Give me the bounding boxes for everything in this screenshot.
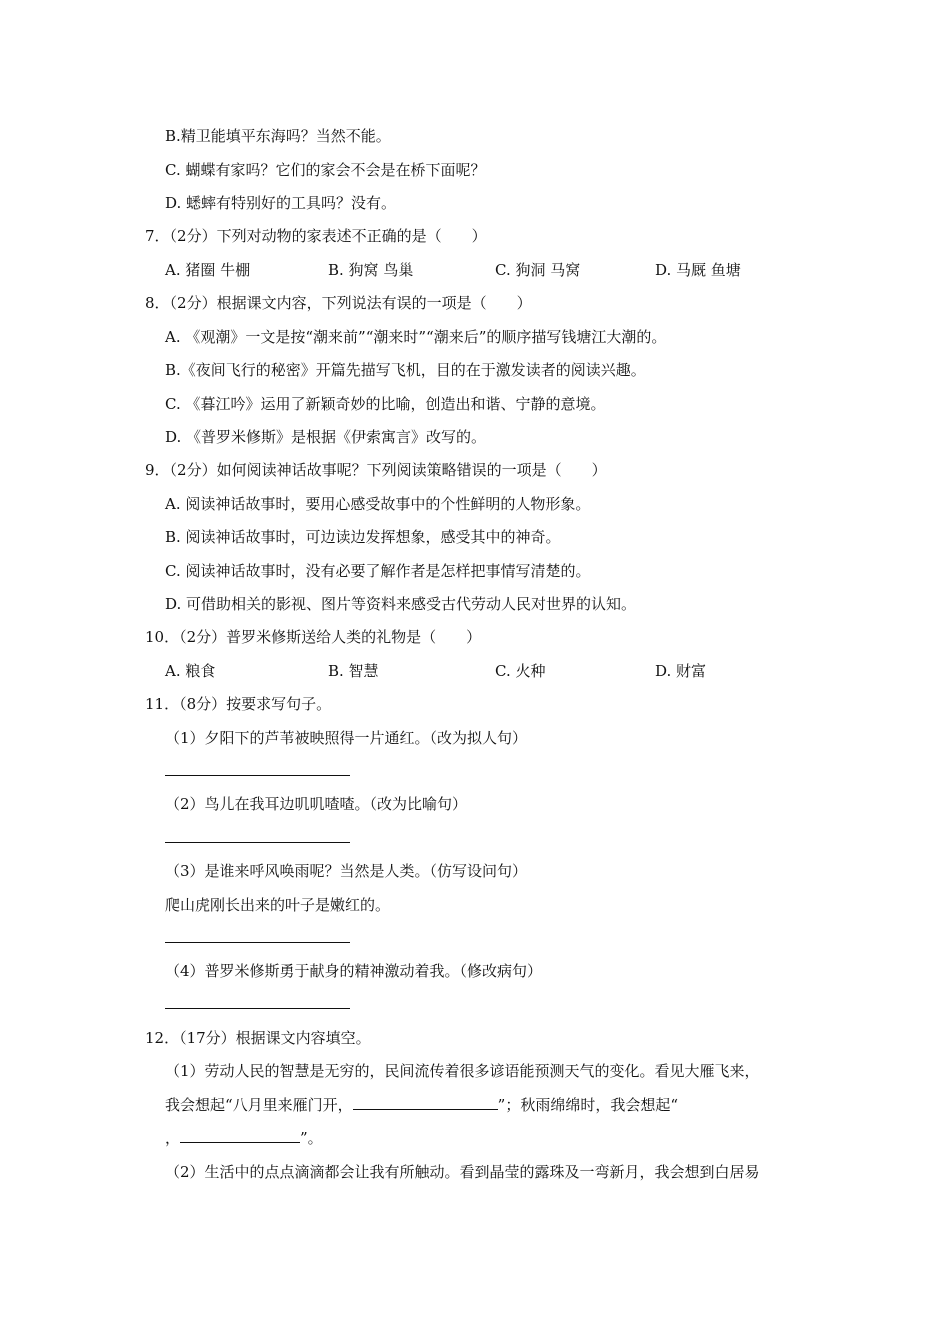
q11-answer-line-2[interactable] bbox=[165, 842, 350, 843]
q11-part-3: （3）是谁来呼风唤雨呢？当然是人类。（仿写设问句） bbox=[165, 862, 528, 880]
q11-answer-line-4[interactable] bbox=[165, 1008, 350, 1009]
q12-fill-blank-1[interactable] bbox=[353, 1095, 498, 1110]
q6-option-d: D. 蟋蟀有特别好的工具吗？没有。 bbox=[165, 194, 397, 212]
q11-part-4: （4）普罗米修斯勇于献身的精神激动着我。（修改病句） bbox=[165, 962, 543, 980]
q9-option-a: A. 阅读神话故事时，要用心感受故事中的个性鲜明的人物形象。 bbox=[165, 495, 591, 513]
q12-proverb-prompt-4: ”。 bbox=[300, 1129, 323, 1147]
q8-option-c: C. 《暮江吟》运用了新颖奇妙的比喻，创造出和谐、宁静的意境。 bbox=[165, 395, 606, 413]
q10-option-d: D. 财富 bbox=[655, 662, 707, 680]
q10-option-c: C. 火种 bbox=[495, 662, 546, 680]
q8-option-d: D. 《普罗米修斯》是根据《伊索寓言》改写的。 bbox=[165, 428, 487, 446]
q12-stem: 12．（17分）根据课文内容填空。 bbox=[145, 1029, 371, 1047]
q8-option-a: A. 《观潮》一文是按“潮来前”“潮来时”“潮来后”的顺序描写钱塘江大潮的。 bbox=[165, 328, 667, 346]
q7-stem: 7．（2分）下列对动物的家表述不正确的是（ ） bbox=[145, 227, 487, 245]
q9-option-c: C. 阅读神话故事时，没有必要了解作者是怎样把事情写清楚的。 bbox=[165, 562, 591, 580]
q12-proverb-prompt-1: 我会想起“八月里来雁门开， bbox=[165, 1096, 353, 1114]
q12-part-1-line-3 bbox=[165, 1128, 323, 1148]
q7-option-a: A. 猪圈 牛棚 bbox=[165, 261, 251, 279]
q9-stem: 9．（2分）如何阅读神话故事呢？下列阅读策略错误的一项是（ ） bbox=[145, 461, 607, 479]
q12-part-1-line-1: （1）劳动人民的智慧是无穷的，民间流传着很多谚语能预测天气的变化。看见大雁飞来， bbox=[165, 1062, 760, 1080]
q8-stem: 8．（2分）根据课文内容，下列说法有误的一项是（ ） bbox=[145, 294, 532, 312]
q6-option-c: C. 蝴蝶有家吗？它们的家会不会是在桥下面呢？ bbox=[165, 161, 486, 179]
q6-option-b: B.精卫能填平东海吗？当然不能。 bbox=[165, 127, 391, 145]
q12-part-1-line-2 bbox=[165, 1095, 678, 1115]
q9-option-b: B. 阅读神话故事时，可边读边发挥想象，感受其中的神奇。 bbox=[165, 528, 561, 546]
q11-part-3-sentence: 爬山虎刚长出来的叶子是嫩红的。 bbox=[165, 896, 391, 914]
q12-proverb-prompt-2: ”；秋雨绵绵时，我会想起“ bbox=[497, 1096, 679, 1114]
q9-option-d: D. 可借助相关的影视、图片等资料来感受古代劳动人民对世界的认知。 bbox=[165, 595, 637, 613]
q7-option-b: B. 狗窝 鸟巢 bbox=[328, 261, 414, 279]
q7-option-c: C. 狗洞 马窝 bbox=[495, 261, 581, 279]
q10-option-a: A. 粮食 bbox=[165, 662, 216, 680]
q11-answer-line-1[interactable] bbox=[165, 775, 350, 776]
q11-stem: 11．（8分）按要求写句子。 bbox=[145, 695, 332, 713]
q11-answer-line-3[interactable] bbox=[165, 942, 350, 943]
q12-part-2-line-1: （2）生活中的点点滴滴都会让我有所触动。看到晶莹的露珠及一弯新月，我会想到白居易 bbox=[165, 1163, 760, 1181]
q11-part-2: （2）鸟儿在我耳边叽叽喳喳。（改为比喻句） bbox=[165, 795, 468, 813]
q10-option-b: B. 智慧 bbox=[328, 662, 379, 680]
q12-proverb-prompt-3: ， bbox=[165, 1129, 181, 1147]
q12-fill-blank-2[interactable] bbox=[180, 1128, 300, 1143]
q11-part-1: （1）夕阳下的芦苇被映照得一片通红。（改为拟人句） bbox=[165, 729, 528, 747]
q8-option-b: B.《夜间飞行的秘密》开篇先描写飞机，目的在于激发读者的阅读兴趣。 bbox=[165, 361, 646, 379]
q7-option-d: D. 马厩 鱼塘 bbox=[655, 261, 741, 279]
q10-stem: 10．（2分）普罗米修斯送给人类的礼物是（ ） bbox=[145, 628, 482, 646]
